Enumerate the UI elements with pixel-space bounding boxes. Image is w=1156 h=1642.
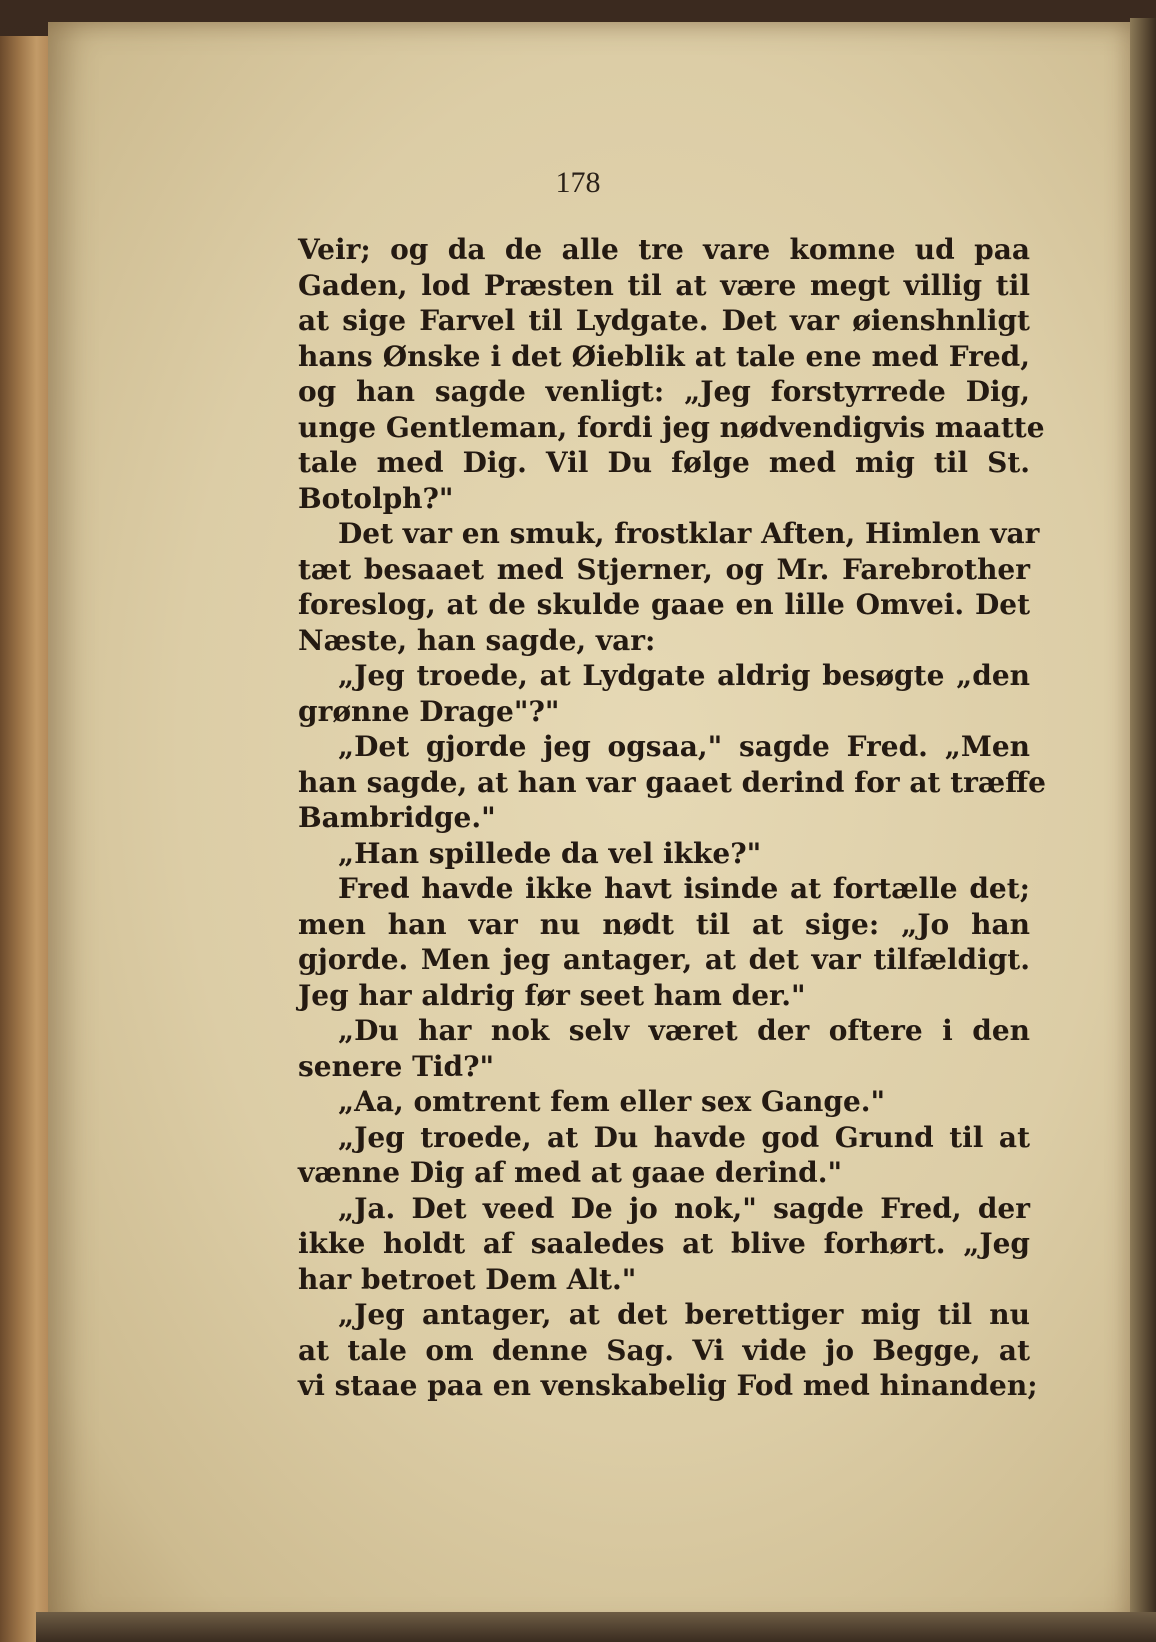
text-line: Næste, han sagde, var: — [298, 623, 656, 657]
page-number: 178 — [555, 166, 601, 199]
text-line: „Jeg troede, at Du havde god Grund til at — [338, 1120, 1030, 1154]
text-line: har betroet Dem Alt." — [298, 1262, 637, 1296]
text-line: „Jeg troede, at Lydgate aldrig besøgte „den — [338, 659, 1030, 692]
text-line: gjorde. Men jeg antager, at det var tilfældigt. — [298, 943, 1030, 976]
text-line: og han sagde venligt: „Jeg forstyrrede Dig, — [298, 375, 1030, 408]
text-line: tæt besaaet med Stjerner, og Mr. Farebrother — [298, 552, 1030, 586]
text-line: Fred havde ikke havt isinde at fortælle det; — [338, 872, 1030, 905]
text-line: „Han spillede da vel ikke?" — [338, 836, 762, 870]
text-line: Gaden, lod Præsten til at være megt villig til — [298, 268, 1030, 302]
text-line: vænne Dig af med at gaae derind." — [298, 1156, 843, 1189]
text-line: „Aa, omtrent fem eller sex Gange." — [338, 1085, 886, 1118]
book-spine — [0, 36, 52, 1642]
text-line: grønne Drage"?" — [298, 694, 560, 728]
text-line: Bambridge." — [298, 801, 496, 834]
text-line: vi staae paa en venskabelig Fod med hinanden; — [298, 1369, 1038, 1402]
text-line: men han var nu nødt til at sige: „Jo han — [298, 907, 1030, 941]
text-line: hans Ønske i det Øieblik at tale ene med Fred, — [298, 339, 1030, 373]
text-line: „Ja. Det veed De jo nok," sagde Fred, der — [338, 1191, 1030, 1225]
text-line: „Du har nok selv været der oftere i den — [338, 1014, 1030, 1047]
page-stack-edge — [36, 1612, 1156, 1642]
body-text — [298, 232, 1046, 1404]
text-line: foreslog, at de skulde gaae en lille Omvei. Det — [298, 588, 1030, 621]
text-line: tale med Dig. Vil Du følge med mig til St. — [298, 446, 1030, 479]
text-line: Veir; og da de alle tre vare komne ud paa — [298, 233, 1030, 266]
text-line: „Det gjorde jeg ogsaa," sagde Fred. „Men — [338, 730, 1030, 763]
text-line: at tale om denne Sag. Vi vide jo Begge, at — [298, 1333, 1030, 1367]
page-edge — [1130, 18, 1156, 1638]
text-line: at sige Farvel til Lydgate. Det var øienshnligt — [298, 304, 1030, 337]
text-line: Det var en smuk, frostklar Aften, Himlen var — [338, 517, 1040, 550]
text-line: ikke holdt af saaledes at blive forhørt. „Jeg — [298, 1227, 1030, 1260]
text-line: Jeg har aldrig før seet ham der." — [298, 978, 806, 1012]
text-line: senere Tid?" — [298, 1049, 495, 1083]
text-line: Botolph?" — [298, 481, 454, 515]
text-line: unge Gentleman, fordi jeg nødvendigvis maatte — [298, 410, 1045, 444]
text-line: han sagde, at han var gaaet derind for at træffe — [298, 765, 1046, 799]
text-line: „Jeg antager, at det berettiger mig til nu — [338, 1298, 1030, 1331]
